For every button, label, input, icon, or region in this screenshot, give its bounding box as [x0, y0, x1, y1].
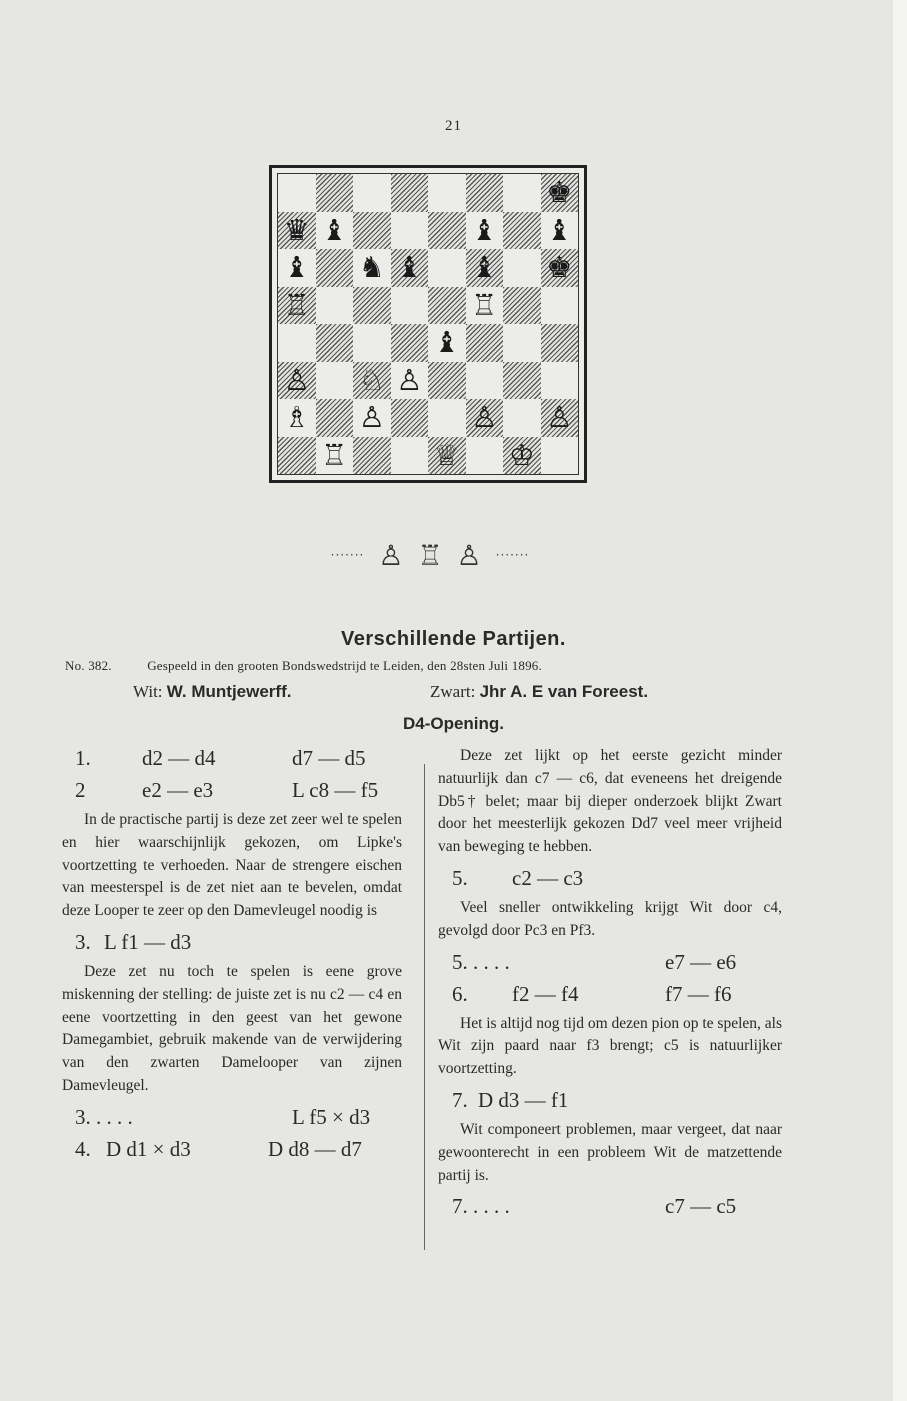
board-square: [278, 324, 316, 362]
board-square: [503, 212, 541, 250]
board-square: [503, 287, 541, 325]
board-square: [428, 399, 466, 437]
ornament-pawn-icon: ♙: [378, 538, 404, 572]
annotation-paragraph: In de practische partij is deze zet zeer wel te spelen en hier waarschijnlijk gekozen, om Lipke's voortzetting te verhoeden. Naar de strengere eischen van meesterspel is de zet niet aan te bevelen, omdat deze Looper te zeer op den Damevleugel noodig is: [62, 811, 402, 920]
board-square: [278, 399, 316, 437]
board-square: [353, 174, 391, 212]
board-square: [316, 362, 354, 400]
column-divider: [424, 764, 425, 1250]
board-square: [503, 324, 541, 362]
game-description: Gespeeld in den grooten Bondswedstrijd te Leiden, den 28sten Juli 1896.: [147, 658, 542, 673]
move-number: 3.: [75, 929, 91, 954]
board-square: [353, 249, 391, 287]
white-pawn-icon: ♙: [471, 400, 498, 435]
ornament-rook-icon: ♖: [417, 538, 443, 572]
black-move: L c8 — f5: [292, 778, 379, 802]
board-square: [316, 174, 354, 212]
board-square: [541, 287, 579, 325]
board-square: [391, 174, 429, 212]
game-info: [65, 658, 542, 674]
board-square: [503, 362, 541, 400]
right-column: [438, 741, 782, 1221]
black-bishop-icon: ♝: [396, 250, 423, 285]
move-line: [62, 773, 402, 805]
board-square: [428, 362, 466, 400]
board-square: [391, 287, 429, 325]
move-number: 4.: [75, 1136, 91, 1161]
board-square: [353, 399, 391, 437]
move-number: 7.: [452, 1087, 468, 1112]
move-line: [438, 977, 782, 1009]
black-name: Jhr A. E van Foreest.: [479, 682, 649, 701]
board-square: [428, 287, 466, 325]
board-square: [353, 287, 391, 325]
black-move: L f5 × d3: [292, 1104, 371, 1129]
board-square: [428, 324, 466, 362]
board-square: [541, 399, 579, 437]
board-square: [278, 212, 316, 250]
board-square: [466, 324, 504, 362]
board-square: [316, 212, 354, 250]
black-king-icon: ♚: [546, 175, 573, 210]
board-square: [503, 249, 541, 287]
white-pawn-icon: ♙: [358, 400, 385, 435]
white-pawn-icon: ♙: [283, 362, 310, 397]
section-title: Verschillende Partijen.: [341, 628, 566, 650]
annotation-paragraph: Deze zet lijkt op het eerste gezicht minder natuurlijk dan c7 — c6, dat eveneens het dreigende Db5† belet; maar bij dieper onderzoek blijkt Zwart door het meesterlijk gekozen Dd7 veel meer vrijheid van beweging te hebben.: [438, 747, 782, 856]
board-square: [541, 174, 579, 212]
white-move: f2 — f4: [512, 981, 579, 1006]
annotation-paragraph: Wit componeert problemen, maar vergeet, dat naar gewoonterecht in een probleem Wit de matzettende partij is.: [438, 1120, 782, 1184]
white-move: e2 — e3: [142, 778, 214, 802]
annotation-paragraph: Deze zet nu toch te spelen is eene grove miskenning der stelling: de juiste zet is nu c2 — c4 en eene voortzetting in den geest van het gewone Damegambiet, gebruik makende van de verwijdering van den zwarten Damelooper van zijnen Damevleugel.: [62, 962, 402, 1094]
board-square: [428, 249, 466, 287]
white-move: D d1 × d3: [106, 1136, 191, 1161]
board-square: [278, 362, 316, 400]
black-bishop-icon: ♝: [321, 212, 348, 247]
board-square: [466, 174, 504, 212]
board-square: [353, 324, 391, 362]
board-square: [428, 174, 466, 212]
ornament-dots-left: ·······: [330, 548, 365, 562]
board-square: [353, 362, 391, 400]
black-move: d7 — d5: [292, 746, 366, 770]
white-rook-icon: ♖: [471, 287, 498, 322]
chess-diagram: [269, 165, 587, 483]
page-number: 21: [445, 118, 462, 134]
board-square: [353, 212, 391, 250]
board-square: [466, 437, 504, 475]
ornament-dots-right: ·······: [495, 548, 530, 562]
annotation-paragraph: Het is altijd nog tijd om dezen pion op te spelen, als Wit zijn paard naar f3 brengt; c5 is natuurlijker voortzetting.: [438, 1014, 782, 1078]
move-number: 5.: [452, 865, 468, 890]
move-line: [62, 741, 402, 773]
black-bishop-icon: ♝: [471, 250, 498, 285]
left-column: [62, 741, 402, 1164]
black-move: e7 — e6: [665, 949, 737, 974]
move-number: 2: [75, 778, 86, 802]
board-square: [466, 399, 504, 437]
white-rook-icon: ♖: [283, 287, 310, 322]
white-queen-icon: ♕: [433, 437, 460, 472]
black-move: D d8 — d7: [268, 1136, 362, 1161]
white-knight-icon: ♘: [358, 362, 385, 397]
black-move: f7 — f6: [665, 981, 732, 1006]
board-square: [391, 437, 429, 475]
black-player: [430, 682, 648, 702]
board-square: [391, 212, 429, 250]
white-king-icon: ♔: [508, 437, 535, 472]
black-knight-icon: ♞: [358, 250, 385, 285]
black-move: c7 — c5: [665, 1194, 737, 1219]
move-line: [62, 925, 402, 957]
move-line: [62, 1132, 402, 1164]
white-pawn-icon: ♙: [396, 362, 423, 397]
board-square: [466, 362, 504, 400]
board-square: [466, 212, 504, 250]
board-square: [541, 249, 579, 287]
board-square: [541, 212, 579, 250]
annotation-paragraph: Veel sneller ontwikkeling krijgt Wit door c4, gevolgd door Pc3 en Pf3.: [438, 898, 782, 939]
black-label: Zwart:: [430, 682, 476, 701]
board-square: [391, 362, 429, 400]
white-move: d2 — d4: [142, 746, 216, 770]
board-square: [278, 174, 316, 212]
white-move: c2 — c3: [512, 865, 584, 890]
game-number: No. 382.: [65, 658, 112, 673]
board-square: [503, 399, 541, 437]
white-bishop-icon: ♗: [283, 400, 310, 435]
board-square: [428, 212, 466, 250]
black-queen-icon: ♛: [283, 212, 310, 247]
move-line: [438, 861, 782, 893]
board-square: [278, 437, 316, 475]
board-square: [428, 437, 466, 475]
ornament-divider: [290, 537, 570, 573]
black-bishop-icon: ♝: [546, 212, 573, 247]
white-name: W. Muntjewerff.: [166, 682, 292, 701]
white-label: Wit:: [133, 682, 163, 701]
black-king-icon: ♚: [546, 250, 573, 285]
page-edge: [893, 0, 907, 1401]
board-square: [391, 324, 429, 362]
board-square: [541, 362, 579, 400]
board-square: [503, 174, 541, 212]
white-rook-icon: ♖: [321, 437, 348, 472]
move-line: [438, 1083, 782, 1115]
board-square: [541, 324, 579, 362]
board-square: [466, 249, 504, 287]
ornament-pawn-icon: ♙: [456, 538, 482, 572]
move-number: 1.: [75, 746, 91, 770]
board-square: [391, 399, 429, 437]
black-bishop-icon: ♝: [283, 250, 310, 285]
move-line: [438, 1189, 782, 1221]
move-number: 6.: [452, 981, 468, 1006]
board-square: [391, 249, 429, 287]
white-player: [133, 682, 291, 702]
board-square: [316, 437, 354, 475]
board-square: [353, 437, 391, 475]
board-square: [316, 324, 354, 362]
board-square: [466, 287, 504, 325]
black-bishop-icon: ♝: [433, 325, 460, 360]
move-number: 7. . . . .: [452, 1194, 510, 1219]
board-square: [316, 249, 354, 287]
board-square: [503, 437, 541, 475]
board-square: [316, 399, 354, 437]
move-line: [438, 945, 782, 977]
black-bishop-icon: ♝: [471, 212, 498, 247]
board-square: [278, 287, 316, 325]
move-number: 5. . . . .: [452, 949, 510, 974]
move-line: [62, 1100, 402, 1132]
board-square: [541, 437, 579, 475]
white-move: L f1 — d3: [104, 929, 192, 954]
opening-title: D4-Opening.: [402, 714, 505, 733]
chess-board: [277, 173, 579, 475]
white-pawn-icon: ♙: [546, 400, 573, 435]
move-number: 3. . . . .: [75, 1104, 133, 1129]
board-square: [316, 287, 354, 325]
white-move: D d3 — f1: [478, 1087, 569, 1112]
board-square: [278, 249, 316, 287]
